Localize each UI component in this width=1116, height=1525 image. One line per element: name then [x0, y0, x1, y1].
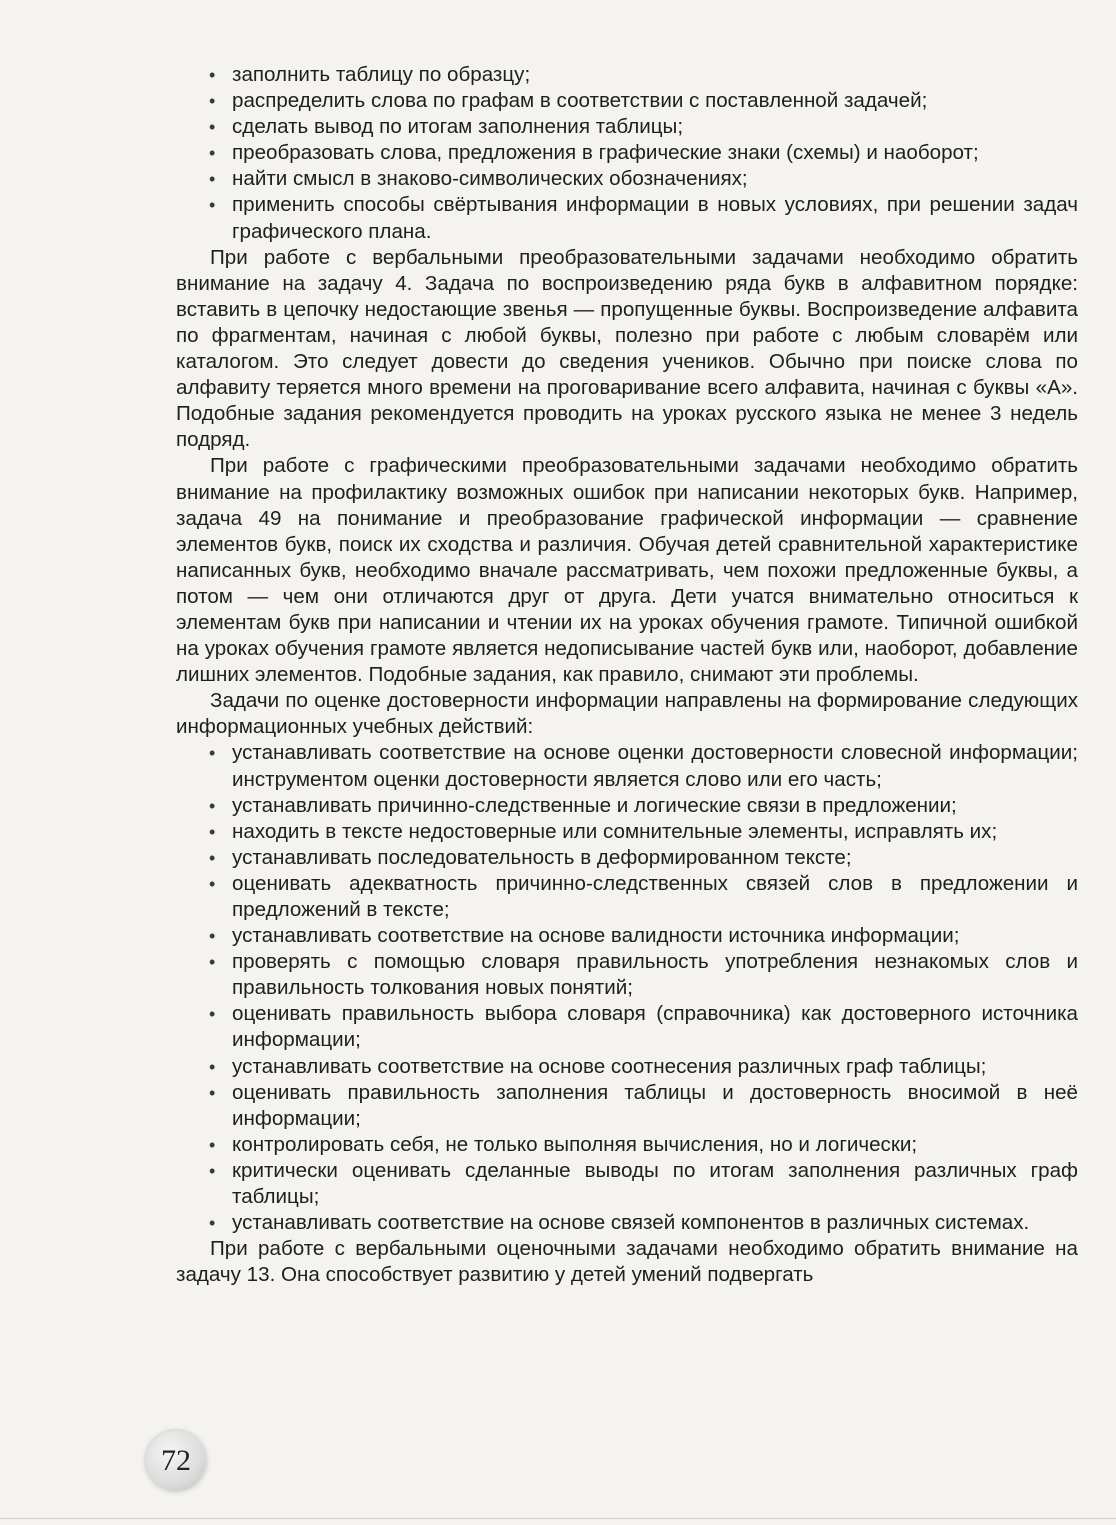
list-item: • устанавливать соответствие на основе оценки достоверности словесной информации; инструментом оценки достоверности является слово или его часть;: [176, 740, 1078, 792]
list-item: • контролировать себя, не только выполняя вычисления, но и логически;: [176, 1132, 1078, 1158]
list-item: • устанавливать соответствие на основе валидности источника информации;: [176, 923, 1078, 949]
paragraph-verbal-transform: При работе с вербальными преобразовательными задачами необходимо обратить внимание на задачу 4. Задача по воспроизведению ряда букв в алфавитном порядке: вставить в цепочку недостающие звенья — пропущенные буквы. Воспроизведение алфавита по фрагментам, начиная с любой буквы, полезно при работе с любым словарём или каталогом. Это следует довести до сведения учеников. Обычно при поиске слова по алфавиту теряется много времени на проговаривание всего алфавита, начиная с буквы «А». Подобные задания рекомендуется проводить на уроках русского языка не менее 3 недель подряд.: [176, 245, 1078, 452]
list-item: • устанавливать последовательность в деформированном тексте;: [176, 845, 1078, 871]
list-item: • заполнить таблицу по образцу;: [176, 62, 1078, 88]
list-item: • оценивать адекватность причинно-следственных связей слов в предложении и предложений в тексте;: [176, 871, 1078, 923]
list-item: • проверять с помощью словаря правильность употребления незнакомых слов и правильность толкования новых понятий;: [176, 949, 1078, 1001]
list-item: • распределить слова по графам в соответствии с поставленной задачей;: [176, 88, 1078, 114]
paragraph-verbal-assess: При работе с вербальными оценочными задачами необходимо обратить внимание на задачу 13. Она способствует развитию у детей умений подвергать: [176, 1237, 1078, 1287]
list-item: • сделать вывод по итогам заполнения таблицы;: [176, 114, 1078, 140]
paragraph-reliability-intro: Задачи по оценке достоверности информации направлены на формирование следующих информационных учебных действий:: [176, 689, 1078, 739]
list-item: • устанавливать причинно-следственные и логические связи в предложении;: [176, 793, 1078, 819]
list-item: • найти смысл в знаково-символических обозначениях;: [176, 166, 1078, 192]
list-item: • находить в тексте недостоверные или сомнительные элементы, исправлять их;: [176, 819, 1078, 845]
page-number: 72: [161, 1444, 191, 1477]
list-item: • оценивать правильность заполнения таблицы и достоверность вносимой в неё информации;: [176, 1080, 1078, 1132]
bottom-divider: [0, 1518, 1116, 1519]
page-body: [176, 62, 1078, 1288]
list-item: • устанавливать соответствие на основе связей компонентов в различных системах.: [176, 1210, 1078, 1236]
list-item: • оценивать правильность выбора словаря (справочника) как достоверного источника информации;: [176, 1001, 1078, 1053]
page-number-badge: [146, 1431, 206, 1491]
paragraph-graphic-transform: При работе с графическими преобразовательными задачами необходимо обратить внимание на профилактику возможных ошибок при написании некоторых букв. Например, задача 49 на понимание и преобразование графической информации — сравнение элементов букв, поиск их сходства и различия. Обучая детей сравнительной характеристике написанных букв, необходимо вначале рассматривать, чем похожи предложенные буквы, а потом — чем они отличаются друг от друга. Дети учатся внимательно относиться к элементам букв при написании и чтении их на уроках обучения грамоте. Типичной ошибкой на уроках обучения грамоте является недописывание частей букв или, наоборот, добавление лишних элементов. Подобные задания, как правило, снимают эти проблемы.: [176, 454, 1078, 687]
skills-list-reliability: [176, 740, 1078, 1236]
skills-list-top: [176, 62, 1078, 245]
list-item: • преобразовать слова, предложения в графические знаки (схемы) и наоборот;: [176, 140, 1078, 166]
list-item: • критически оценивать сделанные выводы по итогам заполнения различных граф таблицы;: [176, 1158, 1078, 1210]
list-item: • применить способы свёртывания информации в новых условиях, при решении задач графического плана.: [176, 192, 1078, 244]
list-item: • устанавливать соответствие на основе соотнесения различных граф таблицы;: [176, 1054, 1078, 1080]
